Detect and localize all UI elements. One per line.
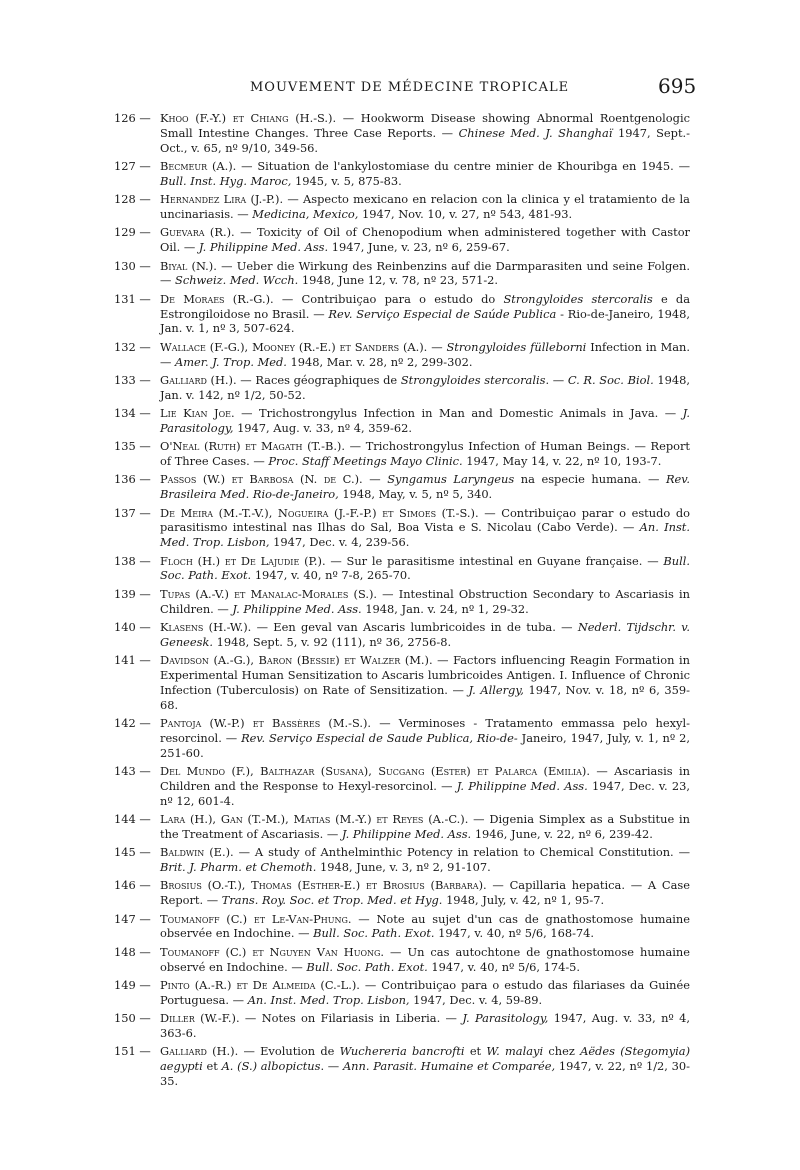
reference-citation: 1948, Sept. 5, v. 92 (111), nº 36, 2756-8. <box>216 634 452 649</box>
reference-citation: 1947, v. 40, nº 5/6, 168-74. <box>438 926 595 941</box>
reference-authors: De Moraes (R.-G.). <box>160 291 274 306</box>
reference-journal: Ann. Parasit. Humaine et Comparée, <box>342 1059 556 1074</box>
reference-authors: Pinto (A.-R.) et De Almeida (C.-L.). <box>160 977 360 992</box>
reference-entry <box>114 945 690 975</box>
reference-authors: O'Neal (Ruth) et Magath (T.-B.). <box>160 439 346 454</box>
reference-title: Strongyloides fülleborni Infection in Man. <box>446 339 690 354</box>
reference-title: Note au sujet d'un cas de gnathostomose humaine observée en Indochine. <box>160 911 690 941</box>
reference-title: Trichostrongylus Infection in Man and Domestic Animals in Java. <box>259 406 659 421</box>
reference-authors: Galliard (H.). <box>160 372 237 387</box>
reference-text: Floch (H.) et De Lajudie (P.). — Sur le parasitisme intestinal en Guyane française. — Bull. Soc. Path. Exot. 1947, v. 40, nº 7-8, 265-70. <box>160 553 690 583</box>
reference-number: 148 — <box>114 944 151 959</box>
reference-citation: 1947, Dec. v. 23, nº 12, 601-4. <box>160 778 690 808</box>
reference-citation: 1947, v. 22, nº 1/2, 30-35. <box>160 1059 690 1088</box>
reference-citation: 1947, Dec. v. 4, 59-89. <box>413 992 543 1007</box>
reference-authors: De Meira (M.-T.-V.), Nogueira (J.-F.-P.) et Simoes (T.-S.). <box>160 505 479 520</box>
reference-citation: 1947, Aug. v. 33, nº 4, 363-6. <box>160 1011 690 1040</box>
reference-entry <box>114 439 690 469</box>
reference-citation: 1948, Jan. v. 142, nº 1/2, 50-52. <box>160 372 691 402</box>
page-number: 695 <box>658 74 697 98</box>
reference-entry <box>114 340 690 370</box>
reference-citation: 1947, Sept.-Oct., v. 65, nº 9/10, 349-56. <box>160 125 690 155</box>
reference-authors: Toumanoff (C.) et Le-Van-Phung. <box>160 911 352 926</box>
reference-number: 129 — <box>114 225 151 240</box>
reference-text: Toumanoff (C.) et Le-Van-Phung. — Note au sujet d'un cas de gnathostomose humaine observée en Indochine. — Bull. Soc. Path. Exot. 1947, v. 40, nº 5/6, 168-74. <box>160 911 690 941</box>
reference-text: Pantoja (W.-P.) et Bassères (M.-S.). — Verminoses - Tratamento emmassa pelo hexyl-resorcinol. — Rev. Serviço Especial de Saude Publica, Rio-de- Janeiro, 1947, July, v. 1, nº 2, 251-60. <box>160 715 690 760</box>
reference-title: Ueber die Wirkung des Reinbenzins auf die Darmparasiten und seine Folgen. <box>236 258 690 273</box>
reference-citation: - Rio-de-Janeiro, 1948, Jan. v. 1, nº 3, 507-624. <box>160 306 690 336</box>
reference-number: 150 — <box>114 1011 151 1026</box>
reference-number: 151 — <box>114 1044 151 1059</box>
reference-citation: 1948, Mar. v. 28, nº 2, 299-302. <box>290 354 473 369</box>
reference-entry <box>114 716 690 760</box>
reference-number: 138 — <box>114 553 151 568</box>
reference-authors: Klasens (H.-W.). <box>160 620 252 635</box>
reference-text: De Meira (M.-T.-V.), Nogueira (J.-F.-P.) et Simoes (T.-S.). — Contribuiçao parar o estudo do parasitismo intestinal nas Ilhas do Sal, Boa Vista e S. Nicolau (Cabo Verde). — An. Inst. Med. Trop. Lisbon, 1947, Dec. v. 4, 239-56. <box>160 505 690 550</box>
reference-number: 126 — <box>114 111 151 125</box>
reference-citation: 1948, Jan. v. 24, nº 1, 29-32. <box>365 601 529 616</box>
reference-authors: Guevara (R.). <box>160 225 235 240</box>
reference-text: Wallace (F.-G.), Mooney (R.-E.) et Sanders (A.). — Strongyloides fülleborni Infection in Man. — Amer. J. Trop. Med. 1948, Mar. v. 28, nº 2, 299-302. <box>160 339 690 369</box>
reference-authors: Lie Kian Joe. <box>160 406 235 421</box>
reference-authors: Pantoja (W.-P.) et Bassères (M.-S.). <box>160 715 372 730</box>
reference-entry <box>114 764 690 808</box>
reference-journal: J. Philippine Med. Ass. <box>341 826 472 841</box>
reference-entry <box>114 406 690 436</box>
reference-text: Becmeur (A.). — Situation de l'ankylostomiase du centre minier de Khouribga en 1945. — Bull. Inst. Hyg. Maroc, 1945, v. 5, 875-83. <box>160 158 691 188</box>
reference-citation: 1948, May, v. 5, nº 5, 340. <box>342 487 493 502</box>
reference-citation: 1945, v. 5, 875-83. <box>295 173 402 188</box>
reference-entry <box>114 373 690 403</box>
reference-authors: Diller (W.-F.). <box>160 1011 240 1026</box>
reference-number: 142 — <box>114 715 151 730</box>
reference-entry <box>114 978 690 1008</box>
running-title: MOUVEMENT DE MÉDECINE TROPICALE <box>250 80 570 95</box>
reference-citation: 1947, v. 40, nº 7-8, 265-70. <box>254 568 411 583</box>
reference-text: Brosius (O.-T.), Thomas (Esther-E.) et Brosius (Barbara). — Capillaria hepatica. — A Case Report. — Trans. Roy. Soc. et Trop. Med. et Hyg. 1948, July, v. 42, nº 1, 95-7. <box>160 878 690 908</box>
reference-citation: 1947, Nov. v. 18, nº 6, 359-68. <box>160 682 690 712</box>
reference-citation: 1948, June, v. 3, nº 2, 91-107. <box>320 859 491 874</box>
reference-title: Contribuiçao para o estudo do Strongyloides stercoralis e da Estrongiloidose no Brasil. <box>160 291 690 321</box>
reference-text: Del Mundo (F.), Balthazar (Susana), Sucgang (Ester) et Palarca (Emilia). — Ascariasis in Children and the Response to Hexyl-resorcinol. — J. Philippine Med. Ass. 1947, Dec. v. 23, nº 12, 601-4. <box>160 763 691 808</box>
reference-citation: 1947, Dec. v. 4, 239-56. <box>273 535 410 550</box>
reference-title: Un cas autochtone de gnathostomose humaine observé en Indochine. <box>160 944 690 974</box>
reference-text: Toumanoff (C.) et Nguyen Van Huong. — Un cas autochtone de gnathostomose humaine observé en Indochine. — Bull. Soc. Path. Exot. 1947, v. 40, nº 5/6, 174-5. <box>160 944 690 974</box>
reference-authors: Lara (H.), Gan (T.-M.), Matias (M.-Y.) et Reyes (A.-C.). <box>160 811 469 826</box>
reference-authors: Davidson (A.-G.), Baron (Bessie) et Walzer (M.). <box>160 653 433 668</box>
reference-number: 139 — <box>114 586 151 601</box>
reference-journal: Bull. Soc. Path. Exot. <box>313 926 435 941</box>
reference-number: 130 — <box>114 258 151 273</box>
reference-journal: J. Parasitology, <box>462 1011 549 1026</box>
reference-title: Capillaria hepatica. — A Case Report. <box>160 878 690 908</box>
reference-text: Hernandez Lira (J.-P.). — Aspecto mexicano en relacion con la clinica y el tratamiento de la uncinariasis. — Medicina, Mexico, 1947, Nov. 10, v. 27, nº 543, 481-93. <box>160 192 690 221</box>
reference-number: 149 — <box>114 977 151 992</box>
reference-text: Lie Kian Joe. — Trichostrongylus Infection in Man and Domestic Animals in Java. — J. Parasitology, 1947, Aug. v. 33, nº 4, 359-62. <box>160 406 690 435</box>
page-header <box>0 70 800 100</box>
reference-entry <box>114 1011 690 1041</box>
reference-number: 146 — <box>114 878 151 893</box>
reference-authors: Hernandez Lira (J.-P.). <box>160 192 284 207</box>
reference-journal: An. Inst. Med. Trop. Lisbon, <box>160 520 690 550</box>
reference-journal: Bull. Soc. Path. Exot. <box>160 553 690 583</box>
reference-journal: Bull. Soc. Path. Exot. <box>306 959 428 974</box>
reference-citation: 1946, June, v. 22, nº 6, 239-42. <box>474 826 653 841</box>
reference-citation: 1948, June 12, v. 78, nº 23, 571-2. <box>301 273 499 288</box>
reference-journal: Amer. J. Trop. Med. <box>175 354 287 369</box>
reference-title: Trichostrongylus Infection of Human Beings. — Report of Three Cases. <box>160 439 691 469</box>
reference-text: Tupas (A.-V.) et Manalac-Morales (S.). — Intestinal Obstruction Secondary to Ascariasis in Children. — J. Philippine Med. Ass. 1948, Jan. v. 24, nº 1, 29-32. <box>160 586 690 616</box>
reference-journal: Medicina, Mexico, <box>252 206 359 221</box>
reference-authors: Wallace (F.-G.), Mooney (R.-E.) et Sanders (A.). <box>160 339 428 354</box>
reference-authors: Toumanoff (C.) et Nguyen Van Huong. <box>160 944 385 959</box>
reference-entry <box>114 620 690 650</box>
reference-title: Contribuiçao parar o estudo do parasitismo intestinal nas Ilhas do Sal, Boa Vista e S. Nicolau (Cabo Verde). <box>160 505 690 535</box>
reference-journal: J. Philippine Med. Ass. <box>198 240 329 255</box>
reference-entry <box>114 192 690 222</box>
reference-journal: Rev. Brasileira Med. Rio-de-Janeiro, <box>160 472 690 502</box>
reference-title: Digenia Simplex as a Substitue in the Treatment of Ascariasis. <box>160 811 690 841</box>
reference-text: Khoo (F.-Y.) et Chiang (H.-S.). — Hookworm Disease showing Abnormal Roentgenologic Small Intestine Changes. Three Case Reports. — Chinese Med. J. Shanghaï 1947, Sept.-Oct., v. 65, nº 9/10, 349-56. <box>160 111 690 155</box>
reference-journal: J. Parasitology, <box>160 406 690 435</box>
reference-title: A study of Anthelminthic Potency in relation to Chemical Constitution. <box>254 845 674 860</box>
reference-citation: 1947, June, v. 23, nº 6, 259-67. <box>331 240 510 255</box>
reference-number: 127 — <box>114 158 151 173</box>
reference-journal: Bull. Inst. Hyg. Maroc, <box>160 173 292 188</box>
reference-journal: Chinese Med. J. Shanghaï <box>458 125 613 140</box>
reference-citation: 1947, Nov. 10, v. 27, nº 543, 481-93. <box>361 206 573 221</box>
reference-text: Davidson (A.-G.), Baron (Bessie) et Walzer (M.). — Factors influencing Reagin Formation in Experimental Human Sensitization to Ascaris lumbricoides Antigen. I. Influence of Chronic Infection (Tuberculosis) on Rate of Sensitization. — J. Allergy, 1947, Nov. v. 18, nº 6, 359-68. <box>160 653 690 712</box>
reference-title: Syngamus Laryngeus na especie humana. <box>387 472 642 487</box>
reference-entry <box>114 259 690 289</box>
reference-text: Baldwin (E.). — A study of Anthelminthic Potency in relation to Chemical Constitution. — Brit. J. Pharm. et Chemoth. 1948, June, v. 3, nº 2, 91-107. <box>160 845 690 874</box>
reference-entry <box>114 587 690 617</box>
reference-text: Biyal (N.). — Ueber die Wirkung des Reinbenzins auf die Darmparasiten und seine Folgen. — Schweiz. Med. Wcch. 1948, June 12, v. 78, nº 23, 571-2. <box>160 258 690 288</box>
reference-entry <box>114 472 690 502</box>
reference-entry <box>114 225 690 255</box>
reference-number: 141 — <box>114 653 151 668</box>
reference-number: 144 — <box>114 811 151 826</box>
reference-citation: 1948, July, v. 42, nº 1, 95-7. <box>446 893 605 908</box>
reference-text: Guevara (R.). — Toxicity of Oil of Chenopodium when administered together with Castor Oil. — J. Philippine Med. Ass. 1947, June, v. 23, nº 6, 259-67. <box>160 225 690 255</box>
reference-authors: Galliard (H.). <box>160 1044 239 1059</box>
reference-title: Een geval van Ascaris lumbricoides in de tuba. <box>273 620 556 635</box>
reference-text: O'Neal (Ruth) et Magath (T.-B.). — Trichostrongylus Infection of Human Beings. — Report of Three Cases. — Proc. Staff Meetings Mayo Clinic. 1947, May 14, v. 22, nº 10, 193-7. <box>160 439 691 469</box>
reference-number: 137 — <box>114 505 151 520</box>
reference-title: Verminoses - Tratamento emmassa pelo hexyl-resorcinol. <box>160 715 690 745</box>
reference-text: Klasens (H.-W.). — Een geval van Ascaris lumbricoides in de tuba. — Nederl. Tijdschr. v. Geneesk. 1948, Sept. 5, v. 92 (111), nº 36, 2756-8. <box>160 620 690 649</box>
reference-text: Pinto (A.-R.) et De Almeida (C.-L.). — Contribuiçao para o estudo das filariases da Guinée Portuguesa. — An. Inst. Med. Trop. Lisbon, 1947, Dec. v. 4, 59-89. <box>160 977 690 1007</box>
reference-number: 132 — <box>114 339 151 354</box>
reference-number: 147 — <box>114 911 151 926</box>
reference-list <box>114 111 690 1092</box>
reference-entry <box>114 506 690 550</box>
reference-journal: An. Inst. Med. Trop. Lisbon, <box>247 992 410 1007</box>
reference-title: Ascariasis in Children and the Response to Hexyl-resorcinol. <box>160 763 691 793</box>
reference-journal: Proc. Staff Meetings Mayo Clinic. <box>268 454 463 469</box>
reference-entry <box>114 845 690 875</box>
reference-title: Contribuiçao para o estudo das filariases da Guinée Portuguesa. <box>160 977 690 1007</box>
reference-authors: Floch (H.) et De Lajudie (P.). <box>160 553 326 568</box>
reference-entry <box>114 111 690 155</box>
reference-number: 135 — <box>114 439 151 454</box>
reference-title: Intestinal Obstruction Secondary to Ascariasis in Children. <box>160 586 690 616</box>
reference-authors: Khoo (F.-Y.) et Chiang (H.-S.). <box>160 111 337 125</box>
reference-title: Evolution de Wuchereria bancrofti et W. malayi chez Aëdes (Stegomyia) aegypti et A. (S.) albopictus. <box>160 1044 691 1074</box>
reference-title: Aspecto mexicano en relacion con la clinica y el tratamiento de la uncinariasis. <box>160 192 690 221</box>
reference-journal: Nederl. Tijdschr. v. Geneesk. <box>160 620 690 649</box>
reference-journal: Trans. Roy. Soc. et Trop. Med. et Hyg. <box>221 893 443 908</box>
reference-authors: Baldwin (E.). <box>160 845 234 860</box>
reference-text: Galliard (H.). — Races géographiques de Strongyloides stercoralis. — C. R. Soc. Biol. 1948, Jan. v. 142, nº 1/2, 50-52. <box>160 372 691 402</box>
reference-journal: Brit. J. Pharm. et Chemoth. <box>160 859 317 874</box>
reference-text: Diller (W.-F.). — Notes on Filariasis in Liberia. — J. Parasitology, 1947, Aug. v. 33, nº 4, 363-6. <box>160 1011 690 1040</box>
reference-text: De Moraes (R.-G.). — Contribuiçao para o estudo do Strongyloides stercoralis e da Estrongiloidose no Brasil. — Rev. Serviço Especial de Saúde Publica - Rio-de-Janeiro, 1948, Jan. v. 1, nº 3, 507-624. <box>160 291 690 336</box>
reference-authors: Becmeur (A.). <box>160 158 237 173</box>
reference-entry <box>114 292 690 336</box>
reference-citation: 1947, May 14, v. 22, nº 10, 193-7. <box>466 454 662 469</box>
reference-journal: J. Philippine Med. Ass. <box>232 601 362 616</box>
reference-text: Lara (H.), Gan (T.-M.), Matias (M.-Y.) et Reyes (A.-C.). — Digenia Simplex as a Substitue in the Treatment of Ascariasis. — J. Philippine Med. Ass. 1946, June, v. 22, nº 6, 239-42. <box>160 811 690 841</box>
reference-entry <box>114 554 690 584</box>
reference-title: Situation de l'ankylostomiase du centre minier de Khouribga en 1945. <box>257 158 674 173</box>
reference-title: Races géographiques de Strongyloides stercoralis. <box>255 372 550 387</box>
reference-number: 136 — <box>114 472 151 487</box>
reference-entry <box>114 1044 690 1088</box>
reference-number: 145 — <box>114 845 151 860</box>
reference-entry <box>114 912 690 942</box>
reference-text: Galliard (H.). — Evolution de Wuchereria bancrofti et W. malayi chez Aëdes (Stegomyia) aegypti et A. (S.) albopictus. — Ann. Parasit. Humaine et Comparée, 1947, v. 22, nº 1/2, 30-35. <box>160 1044 691 1088</box>
reference-authors: Biyal (N.). <box>160 258 217 273</box>
reference-number: 143 — <box>114 763 151 778</box>
reference-citation: 1947, v. 40, nº 5/6, 174-5. <box>431 959 581 974</box>
reference-citation: Janeiro, 1947, July, v. 1, nº 2, 251-60. <box>160 730 690 760</box>
reference-journal: J. Allergy, <box>468 682 524 697</box>
reference-citation: 1947, Aug. v. 33, nº 4, 359-62. <box>237 420 412 435</box>
reference-authors: Brosius (O.-T.), Thomas (Esther-E.) et Brosius (Barbara). <box>160 878 487 893</box>
reference-journal: J. Philippine Med. Ass. <box>456 778 588 793</box>
reference-number: 128 — <box>114 192 151 207</box>
reference-authors: Tupas (A.-V.) et Manalac-Morales (S.). <box>160 586 378 601</box>
reference-journal: C. R. Soc. Biol. <box>567 372 654 387</box>
reference-number: 140 — <box>114 620 151 635</box>
reference-journal: Schweiz. Med. Wcch. <box>175 273 299 288</box>
reference-entry <box>114 653 690 712</box>
reference-journal: Rev. Serviço Especial de Saúde Publica <box>328 306 557 321</box>
reference-title: Factors influencing Reagin Formation in Experimental Human Sensitization to Ascaris lumbricoides Antigen. I. Influence of Chronic Infection (Tuberculosis) on Rate of Sensitization. <box>160 653 690 697</box>
reference-number: 131 — <box>114 291 151 306</box>
reference-authors: Del Mundo (F.), Balthazar (Susana), Sucgang (Ester) et Palarca (Emilia). <box>160 763 590 778</box>
reference-title: Hookworm Disease showing Abnormal Roentgenologic Small Intestine Changes. Three Case Reports. <box>160 111 690 140</box>
reference-authors: Passos (W.) et Barbosa (N. de C.). <box>160 472 363 487</box>
reference-entry <box>114 159 690 189</box>
reference-title: Toxicity of Oil of Chenopodium when administered together with Castor Oil. <box>160 225 690 255</box>
reference-title: Sur le parasitisme intestinal en Guyane française. <box>346 553 643 568</box>
reference-number: 134 — <box>114 406 151 421</box>
reference-title: Notes on Filariasis in Liberia. <box>261 1011 441 1026</box>
reference-entry <box>114 812 690 842</box>
reference-number: 133 — <box>114 372 151 387</box>
reference-journal: Rev. Serviço Especial de Saude Publica, Rio-de- <box>241 730 518 745</box>
reference-entry <box>114 878 690 908</box>
reference-text: Passos (W.) et Barbosa (N. de C.). — Syngamus Laryngeus na especie humana. — Rev. Brasileira Med. Rio-de-Janeiro, 1948, May, v. 5, nº 5, 340. <box>160 472 690 502</box>
